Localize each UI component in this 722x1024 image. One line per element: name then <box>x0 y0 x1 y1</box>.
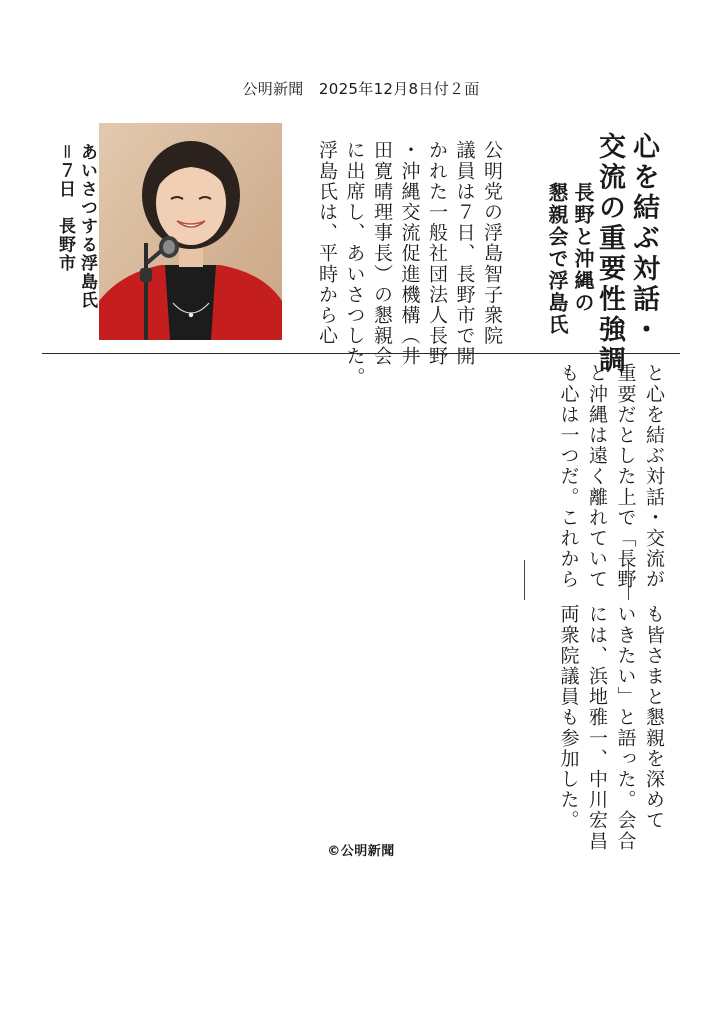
text-line: 心を結ぶ対話・ <box>628 132 659 346</box>
body-line: 公明党の浮島智子衆院 <box>481 140 503 346</box>
body-line: には、浜地雅一、中川宏昌 <box>586 604 608 852</box>
body-line: と沖縄は遠く離れていて <box>586 363 608 590</box>
body-line: いきたい」と語った。会合 <box>614 604 637 852</box>
body-line: 浮島氏は、平時から心 <box>316 140 338 346</box>
subheadline <box>544 182 596 336</box>
body-line: 重要だとした上で「長野 <box>614 363 637 590</box>
photo-caption <box>54 143 98 310</box>
section-divider <box>42 353 680 354</box>
body-line: 両衆院議員も参加した。 <box>557 604 580 831</box>
body-line: 議員は７日、長野市で開 <box>453 140 476 367</box>
masthead: 公明新聞 2025年12月8日付２面 <box>242 80 480 98</box>
text-line: 懇親会で浮島氏 <box>545 182 569 336</box>
column-separator <box>524 560 525 600</box>
text-line: ＝７日 長野市 <box>55 143 75 273</box>
body-line: 田寛晴理事長）の懇親会 <box>371 140 393 367</box>
body-line: も心は一つだ。これから <box>557 363 580 590</box>
photo <box>99 123 282 340</box>
body-line: と心を結ぶ対話・交流が <box>643 363 665 590</box>
text-line: 長野と沖縄の <box>571 182 595 314</box>
text-line: あいさつする浮島氏 <box>77 143 97 310</box>
body-line: に出席し、あいさつした。 <box>343 140 366 388</box>
body-line: も皆さまと懇親を深めて <box>643 604 665 831</box>
body-line: かれた一般社団法人長野 <box>426 140 448 367</box>
copyright: ©公明新聞 <box>327 844 395 859</box>
body-line: ・沖縄交流促進機構（井 <box>398 140 421 367</box>
headline <box>592 132 660 376</box>
text-line: 交流の重要性強調 <box>594 132 625 376</box>
speaker-photo <box>99 123 282 340</box>
column-separator <box>628 560 629 600</box>
